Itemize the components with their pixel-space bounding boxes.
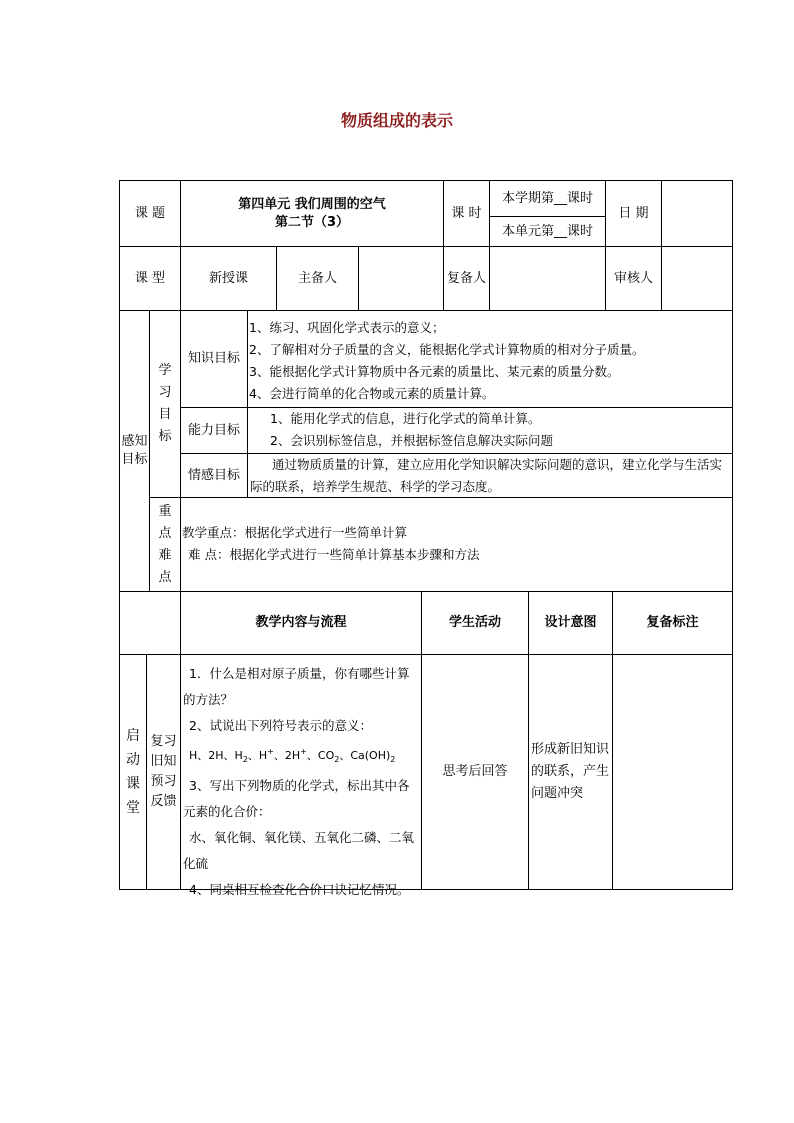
student-activity: 思考后回答: [421, 654, 529, 890]
ability-item: 2、会识别标签信息，并根据标签信息解决实际问题: [270, 433, 553, 448]
question-4: 4、同桌相互检查化合价口诀记忆情况。: [189, 882, 410, 897]
goals-outer-label: 感知目标: [119, 310, 150, 592]
keti-value: [180, 180, 444, 247]
question-2: 2、试说出下列符号表示的意义：: [189, 718, 372, 733]
zhubei-label: 主备人: [276, 246, 359, 311]
ability-label: 能力目标: [180, 407, 248, 454]
design-intent: 形成新旧知识的联系，产生问题冲突: [528, 654, 613, 890]
knowledge-items: [247, 310, 733, 408]
sub-stage-label: 复习旧知预习反馈: [146, 654, 181, 890]
date-value: [661, 180, 733, 247]
kexing-label: 课 型: [119, 246, 181, 311]
shenhe-value: [661, 246, 733, 311]
page-title: 物质组成的表示: [340, 111, 453, 130]
question-3-items: 水、氧化铜、氧化镁、五氧化二磷、二氧化硫: [183, 830, 415, 871]
col-content-header: 教学内容与流程: [180, 591, 422, 655]
keshi-term: 本学期第__课时: [489, 180, 606, 217]
col-note-header: 复备标注: [612, 591, 733, 655]
knowledge-item: 3、能根据化学式计算物质中各元素的质量比、某元素的质量分数。: [249, 364, 620, 379]
zhubei-value: [358, 246, 444, 311]
keshi-label: 课 时: [443, 180, 490, 247]
keshi-unit: 本单元第__课时: [489, 216, 606, 247]
fubei-label: 复备人: [443, 246, 490, 311]
question-3: 3、写出下列物质的化学式，标出其中各元素的化合价：: [183, 778, 410, 819]
col-design-header: 设计意图: [528, 591, 613, 655]
emotion-text: 通过物质质量的计算，建立应用化学知识解决实际问题的意识，建立化学与生活实际的联系，培养学生规范、科学的学习态度。: [247, 453, 733, 498]
stage-label: 启动课堂: [119, 654, 147, 890]
ability-item: 1、能用化学式的信息，进行化学式的简单计算。: [270, 411, 541, 426]
keypoint: 教学重点：根据化学式进行一些简单计算: [182, 525, 408, 540]
flow-header-blank: [119, 591, 181, 655]
formula-list: H、2H、$H_2$、H+、2H+、$CO_2$、$Ca(OH)_2$: [189, 747, 396, 764]
flow-content: [180, 654, 422, 897]
knowledge-item: 1、练习、巩固化学式表示的意义；: [249, 320, 445, 335]
shenhe-label: 审核人: [605, 246, 662, 311]
kexing-value: 新授课: [180, 246, 277, 311]
knowledge-item: 2、了解相对分子质量的含义，能根据化学式计算物质的相对分子质量。: [249, 342, 645, 357]
date-label: 日 期: [605, 180, 662, 247]
keti-line1: 第四单元 我们周围的空气: [238, 196, 386, 212]
keypoints-content: [180, 497, 733, 592]
knowledge-label: 知识目标: [180, 310, 248, 408]
difficulty: 难 点：根据化学式进行一些简单计算基本步骤和方法: [188, 547, 480, 562]
emotion-label: 情感目标: [180, 453, 248, 498]
question-1: 1．什么是相对原子质量，你有哪些计算的方法？: [183, 666, 410, 707]
fubei-value: [489, 246, 606, 311]
keti-line2: 第二节（3）: [274, 214, 350, 230]
col-student-header: 学生活动: [421, 591, 529, 655]
knowledge-item: 4、会进行简单的化合物或元素的质量计算。: [249, 386, 495, 401]
note-cell: [612, 654, 733, 890]
learning-goals-label: 学习目标: [149, 310, 181, 498]
ability-items: [247, 407, 733, 454]
keti-label: 课 题: [119, 180, 181, 247]
keypoints-label: 重点难点: [149, 497, 181, 592]
